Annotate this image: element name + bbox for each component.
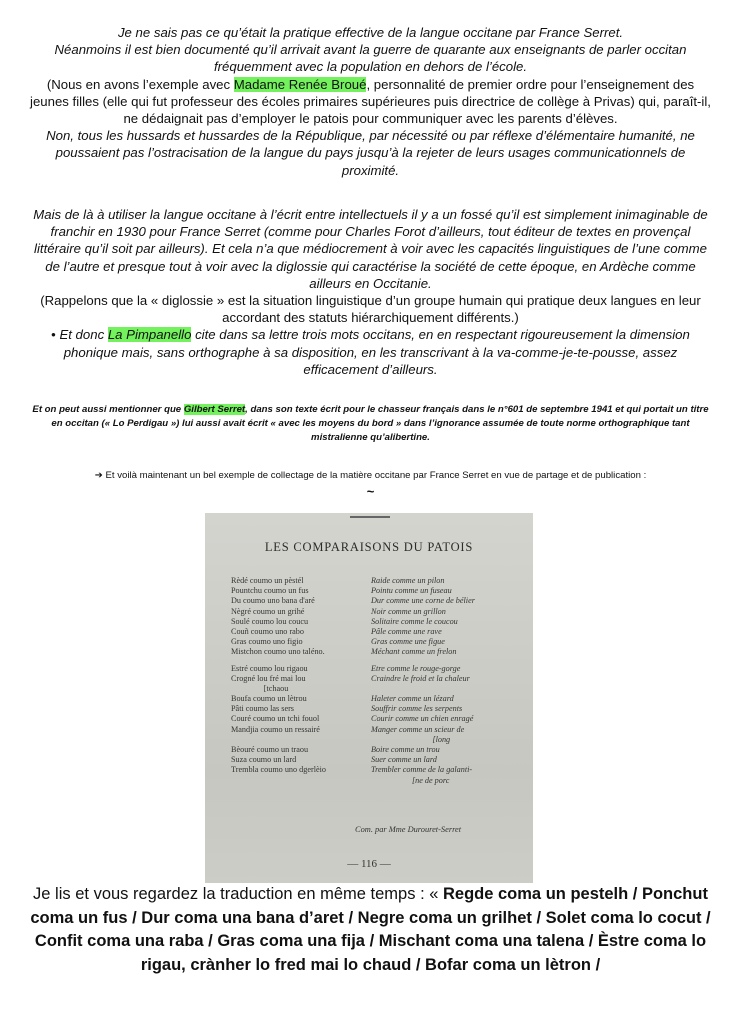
french-phrase: [ne de porc xyxy=(371,775,450,785)
photo-intro-text: Et voilà maintenant un bel exemple de collectage de la matière occitane par France Serret en vue de partage et de publication : xyxy=(105,470,647,481)
comparison-row xyxy=(205,745,533,755)
comparison-list xyxy=(205,576,533,786)
highlight-pimpanello: La Pimpanello xyxy=(107,327,192,343)
french-phrase: Suer comme un lard xyxy=(371,755,437,765)
occitan-phrase: Nègré coumo un grihé xyxy=(231,606,305,616)
french-phrase: Pointu comme un fuseau xyxy=(371,586,452,596)
occitan-phrase: Mandjia coumo un ressairé xyxy=(231,724,320,734)
french-phrase: Trembler comme de la galanti- xyxy=(371,765,473,775)
photo-intro xyxy=(30,470,711,482)
occitan-phrase: Pountchu coumo un fus xyxy=(231,586,309,596)
comparison-row xyxy=(205,576,533,586)
occitan-phrase: Gras coumo uno figio xyxy=(231,637,303,647)
occitan-phrase: Estré coumo lou rigaou xyxy=(231,663,308,673)
french-phrase: Haleter comme un lézard xyxy=(371,694,454,704)
photo-credit: Com. par Mme Durouret-Serret xyxy=(355,825,462,834)
comparison-row xyxy=(205,627,533,637)
occitan-phrase: Crogné lou fré mai lou xyxy=(231,673,306,683)
intro-line-1: Je ne sais pas ce qu’était la pratique effective de la langue occitane par France Serret. xyxy=(117,25,624,40)
comparison-row xyxy=(205,735,533,745)
occitan-phrase: Pâti coumo las sers xyxy=(231,704,294,714)
gilbert-serret-note: Et on peut aussi mentionner que Gilbert Serret, dans son texte écrit pour le chasseur français dans le n°601 de septembre 1941 et qui portait un titre en occitan (« Lo Perdigau ») lui aussi avait écrit « avec les moyens du bord » dans l’ignorance assumée de toute norme orthographique tant mistralienne qu’alibertine. xyxy=(32,404,709,444)
occitan-phrase: Couñ coumo uno rabo xyxy=(231,626,304,636)
comparison-row xyxy=(205,607,533,617)
scanned-page-photo xyxy=(205,513,533,883)
french-phrase: Solitaire comme le coucou xyxy=(371,616,458,626)
occitan-phrase: Rèdé coumo un pèstél xyxy=(231,576,304,585)
occitan-phrase: Du coumo uno bana d'aré xyxy=(231,596,315,606)
french-phrase: Courir comme un chien enragé xyxy=(371,714,474,724)
bullet: • xyxy=(51,327,56,343)
french-phrase: Manger comme un scieur de xyxy=(371,724,465,734)
diglossia-paragraph-2: (Rappelons que la « diglossie » est la situation linguistique d’un groupe humain qui pratique deux langues en leur accordant des statuts hiérarchiquement différents.) xyxy=(40,293,701,326)
french-phrase: Craindre le froid et la chaleur xyxy=(371,673,470,683)
tilde-separator: ~ xyxy=(366,484,375,499)
diglossia-section xyxy=(30,206,711,378)
intro-paragraph xyxy=(30,24,711,179)
diglossia-paragraph-1: Mais de là à utiliser la langue occitane à l’écrit entre intellectuels il y a un fossé qu’il est simplement inimaginable de franchir en 1930 pour France Serret (comme pour Charles Forot d’ailleurs, tout éditeur de textes en provençal littéraire qu’il soit par ailleurs). Et cela n’a que médiocrement à voir avec les capacités linguistiques de l’une comme de l’autre et presque tout à voir avec la diglossie qui caractérise la société de cette époque, en Ardèche comme ailleurs en Occitanie. xyxy=(33,207,708,291)
comparison-row xyxy=(205,684,533,694)
highlight-renee-broue: Madame Renée Broué xyxy=(233,76,367,92)
french-phrase: [long xyxy=(371,734,451,744)
occitan-phrase: Trembla coumo uno dgerlèio xyxy=(231,765,326,775)
highlight-gilbert-serret: Gilbert Serret xyxy=(183,404,246,415)
french-phrase: Souffrir comme les serpents xyxy=(371,704,463,714)
comparison-row xyxy=(205,776,533,786)
occitan-phrase: Suza coumo un lard xyxy=(231,755,297,765)
comparison-row xyxy=(205,765,533,775)
french-phrase: Méchant comme un frelon xyxy=(371,647,457,657)
comparison-row xyxy=(205,647,533,657)
occitan-phrase: Boufa coumo un lètrou xyxy=(231,694,307,704)
closing-paragraph: Je lis et vous regardez la traduction en même temps : « Regde coma un pestelh / Ponchut coma un fus / Dur coma una bana d’aret / Negre coma un grilhet / Solet coma lo cocut / Confit coma una raba / Gras coma una fija / Mischant coma una talena / Èstre coma lo rigau, crànher lo fred mai lo chaud / Bofar coma un lètron / xyxy=(30,885,711,974)
comparison-row xyxy=(205,755,533,765)
intro-line-2: Néanmoins il est bien documenté qu’il arrivait avant la guerre de quarante aux enseignants de parler occitan fréquemment avec la population en dehors de l’école. xyxy=(54,42,687,75)
arrow-icon: ➔ xyxy=(94,470,103,481)
comparison-row xyxy=(205,596,533,606)
comparison-row xyxy=(205,637,533,647)
french-phrase: Pâle comme une rave xyxy=(371,626,442,636)
occitan-phrase: Couré coumo un tchi fouol xyxy=(231,714,320,724)
photo-title: LES COMPARAISONS DU PATOIS xyxy=(264,540,474,554)
french-phrase: Raide comme un pilon xyxy=(371,576,445,585)
intro-line-4: Non, tous les hussards et hussardes de la République, par nécessité ou par réflexe d’élémentaire humanité, ne poussaient pas l’ostracisation de la langue du pays jusqu’à la rejeter de leurs usages communicationnels de proximité. xyxy=(46,128,695,178)
photo-page-number: — 116 — xyxy=(347,858,391,870)
occitan-phrase: [tchaou xyxy=(231,683,289,693)
comparison-row xyxy=(205,725,533,735)
intro-line-3: (Nous en avons l’exemple avec Madame Renée Broué, personnalité de premier ordre pour l’enseignement des jeunes filles (elle qui fut professeur des écoles primaires supérieures puis directrice de collège à Privas) qui, paraît-il, ne dédaignait pas d’employer le patois pour communiquer avec les parents d’élèves. xyxy=(30,76,711,127)
french-phrase: Boire comme un trou xyxy=(371,745,440,754)
french-phrase: Gras comme une figue xyxy=(371,637,445,647)
comparison-row xyxy=(205,586,533,596)
comparison-row xyxy=(205,664,533,674)
comparison-row xyxy=(205,714,533,724)
french-phrase: Noir comme un grillon xyxy=(371,606,446,616)
comparison-row xyxy=(205,617,533,627)
occitan-phrase: Mistchon coumo uno taléno. xyxy=(231,647,325,657)
occitan-phrase: Bèouré coumo un traou xyxy=(231,745,309,754)
occitan-translation: Regde coma un pestelh / Ponchut coma un fus / Dur coma una bana d’aret / Negre coma un grilhet / Solet coma lo cocut / Confit coma una raba / Gras coma una fija / Mischant coma una talena / Èstre coma lo rigau, crànher lo fred mai lo chaud / Bofar coma un lètron / xyxy=(30,885,711,974)
comparison-row xyxy=(205,704,533,714)
diglossia-paragraph-3: • Et donc La Pimpanello cite dans sa lettre trois mots occitans, en en respectant rigoureusement la dimension phonique mais, sans orthographe à sa disposition, en les transcrivant à la va-comme-je-te-pousse, assez efficacement d’ailleurs. xyxy=(51,327,690,377)
french-phrase: Dur comme une corne de bélier xyxy=(371,596,475,606)
french-phrase: Etre comme le rouge-gorge xyxy=(371,663,461,673)
page-top-rule xyxy=(350,516,390,518)
comparison-row xyxy=(205,694,533,704)
occitan-phrase: Soulé coumo lou coucu xyxy=(231,616,309,626)
comparison-row xyxy=(205,674,533,684)
